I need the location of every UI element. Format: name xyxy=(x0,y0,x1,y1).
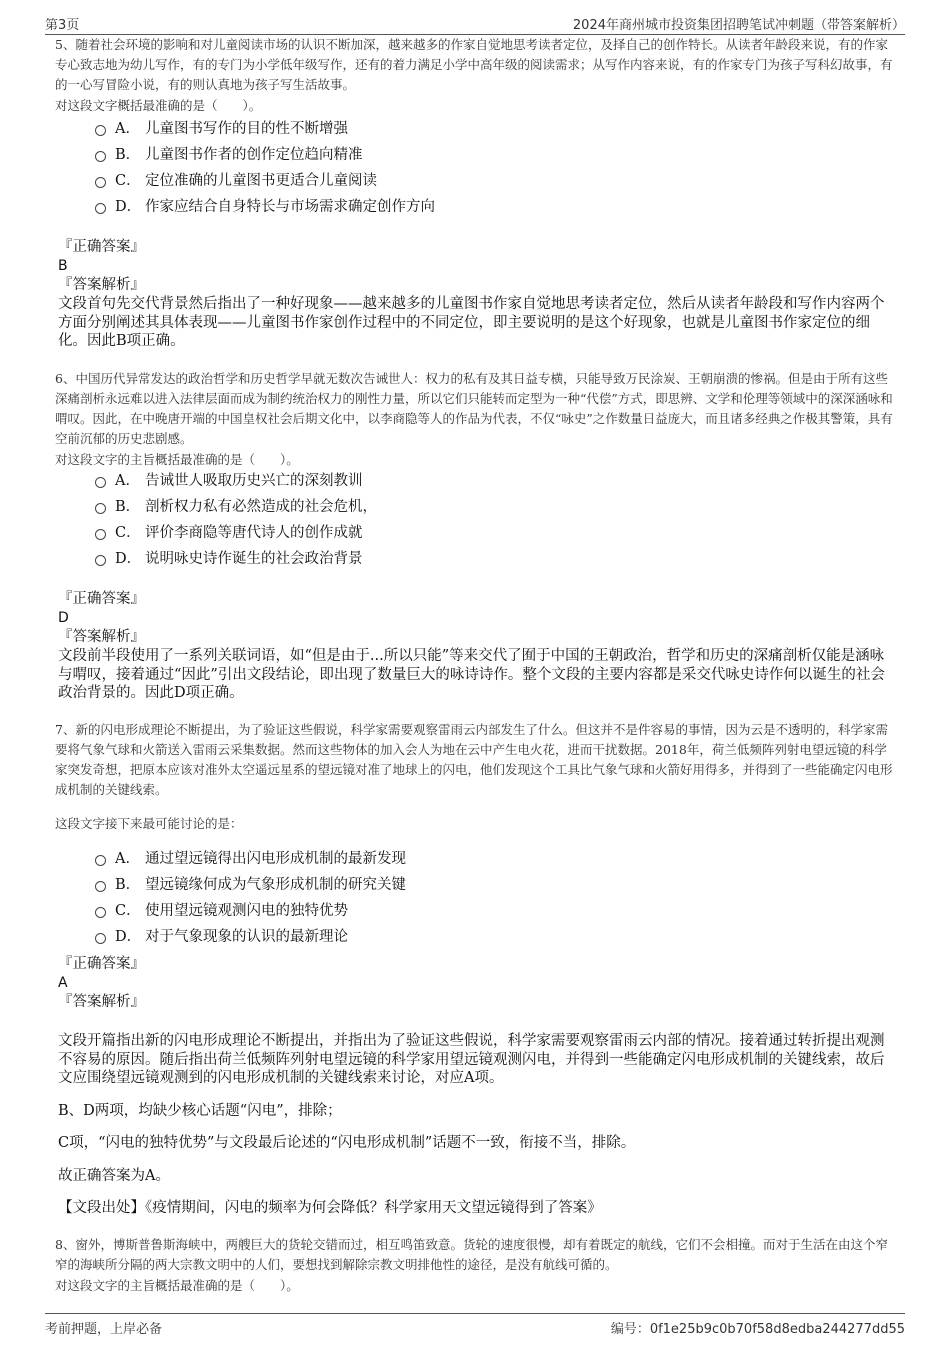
question-6-options xyxy=(95,468,895,572)
option-d[interactable]: D． 作家应结合自身特长与市场需求确定创作方向 xyxy=(95,194,895,220)
option-c[interactable]: C． 评价李商隐等唐代诗人的创作成就 xyxy=(95,520,895,546)
question-7-options xyxy=(95,846,895,950)
option-a[interactable]: A． 儿童图书写作的目的性不断增强 xyxy=(95,116,895,142)
option-c[interactable]: C． 定位准确的儿童图书更适合儿童阅读 xyxy=(95,168,895,194)
answer-label: 『正确答案』 xyxy=(58,591,145,607)
question-6-answer xyxy=(58,590,898,703)
answer-key: D xyxy=(58,610,69,626)
option-b[interactable]: B． 望远镜缘何成为气象形成机制的研究关键 xyxy=(95,872,895,898)
document-title: 2024年商州城市投资集团招聘笔试冲刺题（带答案解析） xyxy=(572,18,905,33)
question-5-passage: 5、随着社会环境的影响和对儿童阅读市场的认识不断加深，越来越多的作家自觉地思考读者定位，及择自己的创作特长。从读者年龄段来说，有的作家专心致志地为幼儿写作，有的专门为小学低年级写作，还有的着力满足小学中高年级的阅读需求；从写作内容来说，有的作家专门为孩子写科幻故事，有的一心写冒险小说，有的则认真地为孩子写生活故事。 xyxy=(55,37,893,92)
radio-icon[interactable] xyxy=(95,855,106,866)
question-6-passage: 6、中国历代异常发达的政治哲学和历史哲学早就无数次告诫世人：权力的私有及其日益专横，只能导致万民涂炭、王朝崩溃的惨祸。但是由于所有这些深痛剖析永远难以进入法律层面而成为制约统治权力的刚性力量，所以它们只能转而定型为一种“代偿”方式，即思辨、文学和伦理等领域中的深深涵咏和喟叹。因此，在中晚唐开端的中国皇权社会后期文化中，以李商隐等人的作品为代表，不仅“咏史”之作数量日益庞大，而且诸多经典之作极其警策，具有空前沉郁的历史悲剧感。 xyxy=(55,371,893,446)
option-b[interactable]: B． 儿童图书作者的创作定位趋向精准 xyxy=(95,142,895,168)
radio-icon[interactable] xyxy=(95,503,106,514)
answer-key: A xyxy=(58,975,68,991)
analysis-text: 文段前半段使用了一系列关联词语，如“但是由于...所以只能”等来交代了囿于中国的王朝政治，哲学和历史的深痛剖析仅能是涵咏与喟叹，接着通过“因此”引出文段结论，即出现了数量巨大的咏诗诗作。整个文段的主要内容都是采交代咏史诗作何以诞生的社会政治背景的。因此D项正确。 xyxy=(58,648,885,701)
analysis-label: 『答案解析』 xyxy=(58,277,145,293)
analysis-text-4: 故正确答案为A。 xyxy=(58,1167,170,1184)
option-a[interactable]: A． 通过望远镜得出闪电形成机制的最新发现 xyxy=(95,846,895,872)
analysis-text-2: B、D两项，均缺少核心话题“闪电”，排除； xyxy=(58,1102,342,1119)
radio-icon[interactable] xyxy=(95,881,106,892)
question-7-answer xyxy=(58,955,898,1218)
analysis-text: 文段首句先交代背景然后指出了一种好现象——越来越多的儿童图书作家自觉地思考读者定位，然后从读者年龄段和写作内容两个方面分别阐述其具体表现——儿童图书作家创作过程中的不同定位，即主要说明的是这个好现象，也就是儿童图书作家定位的细化。因此B项正确。 xyxy=(58,296,885,349)
option-b[interactable]: B． 剖析权力私有必然造成的社会危机， xyxy=(95,494,895,520)
page-header xyxy=(45,10,905,35)
answer-key: B xyxy=(58,258,68,274)
radio-icon[interactable] xyxy=(95,477,106,488)
question-7-passage: 7、新的闪电形成理论不断提出，为了验证这些假说，科学家需要观察雷雨云内部发生了什么。但这并不是件容易的事情，因为云是不透明的，科学家需要将气象气球和火箭送入雷雨云采集数据。然而这些物体的加入会人为地在云中产生电火花，进而干扰数据。2018年，荷兰低频阵列射电望远镜的科学家突发奇想，把原本应该对准外太空遥远星系的望远镜对准了地球上的闪电，他们发现这个工具比气象气球和火箭好用得多，并得到了一些能确定闪电形成机制的关键线索。 xyxy=(55,722,893,797)
radio-icon[interactable] xyxy=(95,933,106,944)
radio-icon[interactable] xyxy=(95,125,106,136)
source-citation: 【文段出处】《疫情期间，闪电的频率为何会降低？科学家用天文望远镜得到了答案》 xyxy=(58,1200,602,1216)
option-a[interactable]: A． 告诫世人吸取历史兴亡的深刻教训 xyxy=(95,468,895,494)
question-7 xyxy=(55,720,897,834)
option-c[interactable]: C． 使用望远镜观测闪电的独特优势 xyxy=(95,898,895,924)
analysis-text: 文段开篇指出新的闪电形成理论不断提出，并指出为了验证这些假说，科学家需要观察雷雨云内部的情况。接着通过转折提出观测不容易的原因。随后指出荷兰低频阵列射电望远镜的科学家用望远镜观测闪电，并得到一些能确定闪电形成机制的关键线索，故后文应围绕望远镜观测到的闪电形成机制的关键线索来讨论，对应A项。 xyxy=(58,1033,885,1086)
question-7-stem: 这段文字接下来最可能讨论的是： xyxy=(55,816,243,831)
question-8 xyxy=(55,1235,897,1296)
page-footer xyxy=(45,1313,905,1338)
question-8-stem: 对这段文字的主旨概括最准确的是（ ）。 xyxy=(55,1278,299,1293)
footer-slogan: 考前押题，上岸必备 xyxy=(45,1322,163,1337)
radio-icon[interactable] xyxy=(95,529,106,540)
document-id: 编号：0f1e25b9c0b70f58d8edba244277dd55 xyxy=(610,1322,905,1337)
question-6 xyxy=(55,369,897,470)
radio-icon[interactable] xyxy=(95,555,106,566)
question-5-stem: 对这段文字概括最准确的是（ ）。 xyxy=(55,98,262,113)
answer-label: 『正确答案』 xyxy=(58,956,145,972)
analysis-label: 『答案解析』 xyxy=(58,994,145,1010)
radio-icon[interactable] xyxy=(95,203,106,214)
question-5 xyxy=(55,35,897,115)
option-d[interactable]: D． 对于气象现象的认识的最新理论 xyxy=(95,924,895,950)
question-5-options xyxy=(95,116,895,220)
answer-label: 『正确答案』 xyxy=(58,239,145,255)
radio-icon[interactable] xyxy=(95,177,106,188)
question-5-answer xyxy=(58,238,898,351)
analysis-text-3: C项，“闪电的独特优势”与文段最后论述的“闪电形成机制”话题不一致，衔接不当，排除。 xyxy=(58,1135,636,1151)
option-d[interactable]: D． 说明咏史诗作诞生的社会政治背景 xyxy=(95,546,895,572)
radio-icon[interactable] xyxy=(95,907,106,918)
question-8-passage: 8、窗外，博斯普鲁斯海峡中，两艘巨大的货轮交错而过，相互鸣笛致意。货轮的速度很慢，却有着既定的航线，它们不会相撞。而对于生活在由这个窄窄的海峡所分隔的两大宗教文明中的人们，要想找到解除宗教文明排他性的途径，是没有航线可循的。 xyxy=(55,1237,888,1272)
analysis-label: 『答案解析』 xyxy=(58,629,145,645)
radio-icon[interactable] xyxy=(95,151,106,162)
page-number: 第3页 xyxy=(45,18,80,33)
question-6-stem: 对这段文字的主旨概括最准确的是（ ）。 xyxy=(55,452,299,467)
